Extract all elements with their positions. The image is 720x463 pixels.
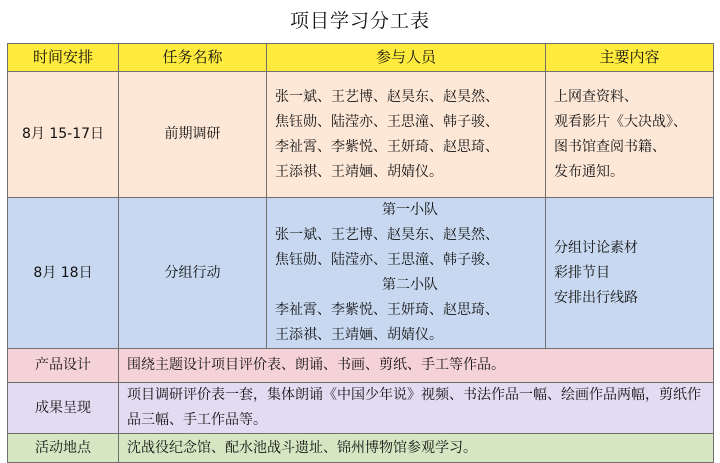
content-line: 彩排节目 [554, 264, 610, 281]
task-text: 分组行动 [164, 264, 221, 281]
row-label: 成果呈现 [8, 383, 119, 434]
row-text: 沈战役纪念馆、配水池战斗遗址、锦州博物馆参观学习。 [119, 434, 714, 463]
people-line: 焦钰勋、陆滢亦、王思潼、韩子骏、 [275, 113, 499, 130]
header-content: 主要内容 [546, 44, 714, 72]
content-line: 分组讨论素材 [554, 239, 638, 256]
task-text: 前期调研 [164, 126, 221, 142]
content-line: 上网查资料、 [554, 88, 638, 105]
people-line: 李祉霄、李紫悦、王妍琦、赵思琦、 [275, 302, 499, 318]
content-line: 观看影片《大决战》、 [554, 113, 687, 130]
time-cell [8, 198, 119, 349]
table-row [8, 198, 714, 349]
group-title: 第二小队 [382, 277, 438, 293]
row-text: 围绕主题设计项目评价表、朗诵、书画、剪纸、手工等作品。 [119, 349, 714, 383]
content-line: 发布通知。 [554, 163, 624, 180]
people-cell [267, 72, 546, 198]
header-people: 参与人员 [267, 44, 546, 72]
people-line: 王添祺、王靖婳、胡婧仪。 [275, 163, 443, 180]
people-cell [267, 198, 546, 349]
table-row [8, 434, 714, 463]
time-text: 8月 18日 [33, 264, 93, 281]
people-line: 王添祺、王靖婳、胡婧仪。 [275, 327, 443, 343]
row-text: 项目调研评价表一套，集体朗诵《中国少年说》视频、书法作品一幅、绘画作品两幅，剪纸作品三幅、手工作品等。 [119, 383, 714, 434]
row-label: 活动地点 [8, 434, 119, 463]
header-time: 时间安排 [8, 44, 119, 72]
content-line: 图书馆查阅书籍、 [554, 138, 666, 155]
table-row [8, 383, 714, 434]
task-table [7, 43, 714, 463]
group-title: 第一小队 [382, 202, 438, 218]
people-line: 焦钰勋、陆滢亦、王思潼、韩子骏、 [275, 252, 499, 268]
content-cell [546, 198, 714, 349]
task-cell [119, 72, 267, 198]
table-row [8, 349, 714, 383]
row-label: 产品设计 [8, 349, 119, 383]
time-cell [8, 72, 119, 198]
task-cell [119, 198, 267, 349]
people-line: 张一斌、王艺博、赵昊东、赵昊然、 [275, 88, 499, 105]
people-line: 李祉霄、李紫悦、王妍琦、赵思琦、 [275, 138, 499, 155]
table-row [8, 72, 714, 198]
header-task: 任务名称 [119, 44, 267, 72]
document-title: 项目学习分工表 [289, 10, 430, 32]
content-cell [546, 72, 714, 198]
people-line: 张一斌、王艺博、赵昊东、赵昊然、 [275, 227, 499, 243]
time-text: 8月 15-17日 [21, 126, 105, 142]
content-line: 安排出行线路 [554, 289, 638, 306]
header-row [8, 44, 714, 72]
